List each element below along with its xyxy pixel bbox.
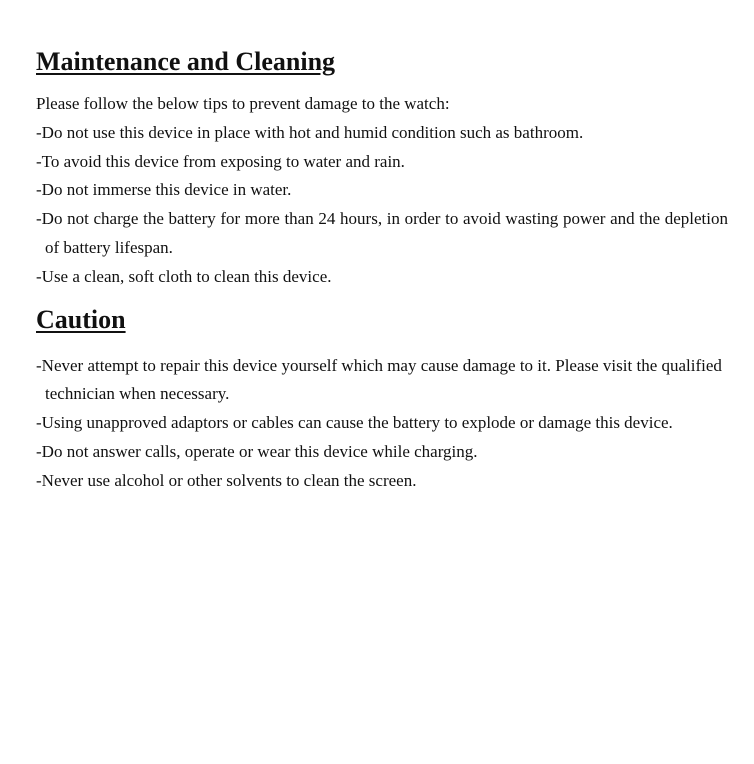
caution-section [36, 302, 726, 496]
maintenance-item: -Do not use this device in place with hot and humid condition such as bathroom. [36, 122, 584, 142]
caution-item: -Do not answer calls, operate or wear this device while charging. [36, 441, 478, 461]
maintenance-item: -Do not charge the battery for more than 24 hours, in order to avoid wasting power and the depletion of battery lifespan. [36, 209, 728, 257]
maintenance-intro: Please follow the below tips to prevent damage to the watch: [36, 94, 450, 113]
caution-heading: Caution [36, 304, 126, 334]
maintenance-item: -To avoid this device from exposing to water and rain. [36, 151, 405, 171]
maintenance-item: -Do not immerse this device in water. [36, 180, 292, 200]
document-page [36, 44, 726, 496]
maintenance-heading: Maintenance and Cleaning [36, 47, 336, 76]
caution-item: -Never use alcohol or other solvents to clean the screen. [36, 470, 417, 490]
maintenance-section [36, 44, 726, 292]
caution-item: -Using unapproved adaptors or cables can cause the battery to explode or damage this device. [36, 413, 673, 433]
caution-item: -Never attempt to repair this device yourself which may cause damage to it. Please visit the qualified technician when necessary. [36, 355, 722, 404]
maintenance-item: -Use a clean, soft cloth to clean this device. [36, 266, 332, 286]
